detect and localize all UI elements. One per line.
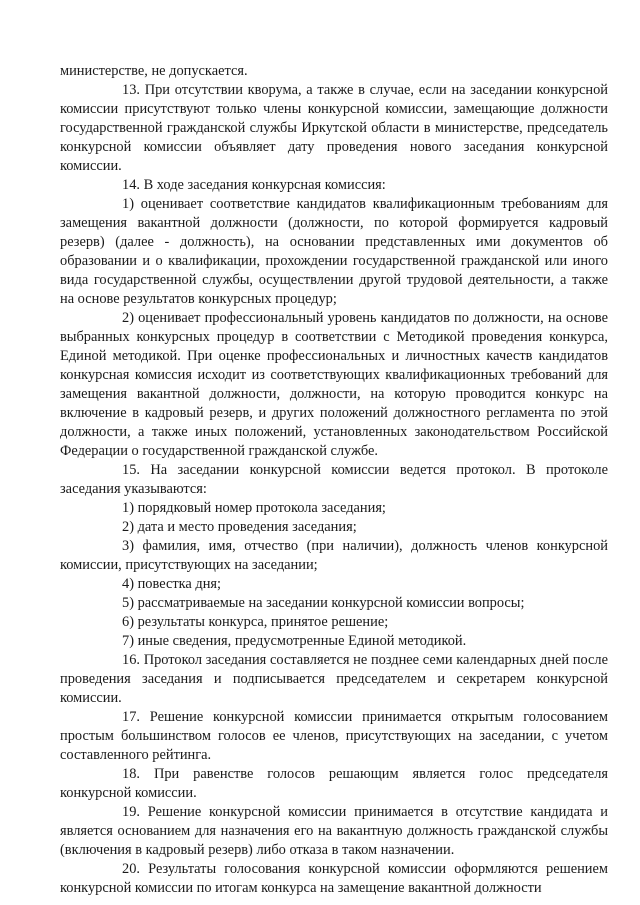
paragraph-19: 19. Решение конкурсной комиссии принимается в отсутствие кандидата и является основанием для назначения его на вакантную должность гражданской службы (включения в кадровый резерв) либо отказа в таком назначении. [60,804,608,858]
paragraph-13: 13. При отсутствии кворума, а также в случае, если на заседании конкурсной комиссии присутствуют только члены конкурсной комиссии, замещающие должности государственной гражданской службы Иркутской области в министерстве, председатель конкурсной комиссии объявляет дату проведения нового заседания конкурсной комиссии. [60,82,608,174]
paragraph-16: 16. Протокол заседания составляется не позднее семи календарных дней после проведения заседания и подписывается председателем и секретарем конкурсной комиссии. [60,652,608,706]
paragraph-14-item-2: 2) оценивает профессиональный уровень кандидатов по должности, на основе выбранных конкурсных процедур в соответствии с Методикой проведения конкурса, Единой методикой. При оценке профессиональных и личностных качеств кандидатов конкурсная комиссия исходит из соответствующих квалификационных требований для замещения вакантной должности, должности, на которую проводится конкурс на включение в кадровый резерв, и других положений должностного регламента по этой должности, а также иных положений, установленных законодательством Российской Федерации о государственной гражданской службе. [60,310,608,459]
paragraph-continuation: министерстве, не допускается. [60,63,248,79]
paragraph-14-item-1: 1) оценивает соответствие кандидатов квалификационным требованиям для замещения вакантной должности (должности, по которой формируется кадровый резерв) (далее - должность), на основании представленных ими документов об образовании и о квалификации, прохождении государственной гражданской или иного вида государственной службы, осуществлении другой трудовой деятельности, а также на основе результатов конкурсных процедур; [60,196,608,307]
paragraph-14: 14. В ходе заседания конкурсная комиссия: [122,177,386,193]
document-page [60,62,608,898]
paragraph-15-item-1: 1) порядковый номер протокола заседания; [122,500,386,516]
paragraph-15: 15. На заседании конкурсной комиссии ведется протокол. В протоколе заседания указываются: [60,462,608,497]
paragraph-20: 20. Результаты голосования конкурсной комиссии оформляются решением конкурсной комиссии по итогам конкурса на замещение вакантной должности [60,861,608,896]
paragraph-18: 18. При равенстве голосов решающим является голос председателя конкурсной комиссии. [60,766,608,801]
paragraph-15-item-4: 4) повестка дня; [122,576,222,592]
paragraph-15-item-6: 6) результаты конкурса, принятое решение; [122,614,389,630]
paragraph-15-item-7: 7) иные сведения, предусмотренные Единой методикой. [122,633,467,649]
paragraph-17: 17. Решение конкурсной комиссии принимается открытым голосованием простым большинством голосов ее членов, присутствующих на заседании, с учетом составленного рейтинга. [60,709,608,763]
paragraph-15-item-2: 2) дата и место проведения заседания; [122,519,357,535]
paragraph-15-item-3: 3) фамилия, имя, отчество (при наличии), должность членов конкурсной комиссии, присутствующих на заседании; [60,538,608,573]
paragraph-15-item-5: 5) рассматриваемые на заседании конкурсной комиссии вопросы; [122,595,525,611]
